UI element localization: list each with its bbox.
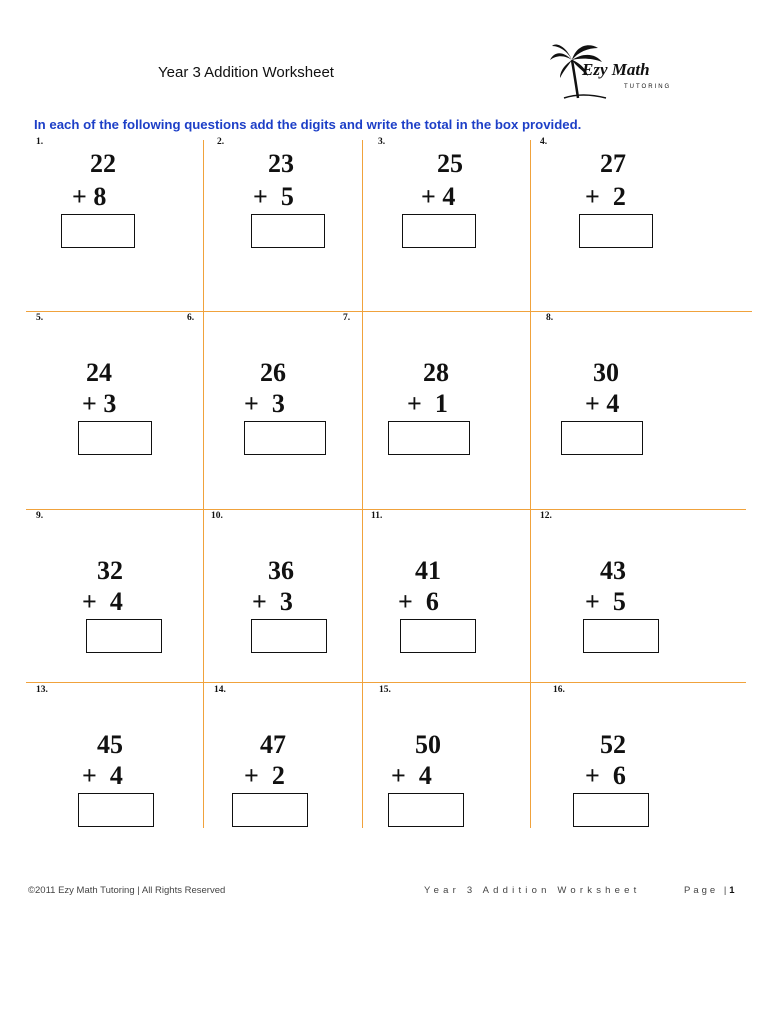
answer-box[interactable]: [561, 421, 643, 455]
question-addend-bottom: + 1: [407, 389, 448, 418]
answer-box[interactable]: [244, 421, 326, 455]
question-number: 15.: [379, 685, 391, 695]
question-addend-bottom: + 5: [585, 587, 626, 616]
question-addend-top: 26: [260, 358, 286, 387]
answer-box[interactable]: [251, 619, 327, 653]
logo-text: Ezy Math: [582, 60, 650, 79]
question-number: 8.: [546, 313, 554, 323]
question-addend-top: 36: [268, 556, 294, 585]
question-number: 6.: [187, 313, 195, 323]
footer-page-label: Page |: [684, 885, 730, 896]
answer-box[interactable]: [251, 214, 325, 248]
question-addend-bottom: + 3: [82, 389, 117, 418]
footer-doc-title: Year 3 Addition Worksheet: [424, 885, 641, 896]
grid-divider: [26, 682, 746, 683]
question-addend-top: 27: [600, 149, 626, 178]
answer-box[interactable]: [583, 619, 659, 653]
question-addend-bottom: + 4: [82, 587, 123, 616]
question-number: 3.: [378, 137, 386, 147]
ezy-math-logo: [548, 40, 678, 102]
question-addend-bottom: + 2: [585, 182, 626, 211]
grid-divider: [203, 140, 204, 828]
question-addend-top: 47: [260, 730, 286, 759]
footer-page: [684, 885, 738, 896]
question-number: 14.: [214, 685, 226, 695]
answer-box[interactable]: [388, 793, 464, 827]
question-addend-top: 45: [97, 730, 123, 759]
grid-divider: [26, 311, 752, 312]
question-number: 16.: [553, 685, 565, 695]
question-addend-bottom: + 4: [391, 761, 432, 790]
answer-box[interactable]: [232, 793, 308, 827]
question-addend-bottom: + 4: [82, 761, 123, 790]
question-number: 10.: [211, 511, 223, 521]
question-number: 2.: [217, 137, 225, 147]
footer-page-number: 1: [729, 885, 738, 896]
question-addend-top: 41: [415, 556, 441, 585]
question-addend-bottom: + 6: [585, 761, 626, 790]
question-addend-top: 22: [90, 149, 116, 178]
answer-box[interactable]: [61, 214, 135, 248]
grid-divider: [362, 140, 363, 828]
answer-box[interactable]: [573, 793, 649, 827]
question-number: 13.: [36, 685, 48, 695]
question-addend-top: 52: [600, 730, 626, 759]
answer-box[interactable]: [78, 421, 152, 455]
question-addend-top: 30: [593, 358, 619, 387]
answer-box[interactable]: [579, 214, 653, 248]
question-addend-bottom: + 3: [252, 587, 293, 616]
grid-divider: [26, 509, 746, 510]
question-addend-top: 25: [437, 149, 463, 178]
question-addend-top: 24: [86, 358, 112, 387]
question-addend-bottom: + 3: [244, 389, 285, 418]
question-number: 9.: [36, 511, 44, 521]
question-number: 12.: [540, 511, 552, 521]
answer-box[interactable]: [86, 619, 162, 653]
question-addend-bottom: + 8: [72, 182, 107, 211]
question-addend-top: 50: [415, 730, 441, 759]
footer-copyright: ©2011 Ezy Math Tutoring | All Rights Reserved: [28, 885, 226, 896]
question-number: 7.: [343, 313, 351, 323]
worksheet-title: Year 3 Addition Worksheet: [158, 64, 334, 81]
question-number: 5.: [36, 313, 44, 323]
question-addend-bottom: + 5: [253, 182, 294, 211]
question-addend-top: 28: [423, 358, 449, 387]
answer-box[interactable]: [400, 619, 476, 653]
logo-subtext: TUTORING: [624, 84, 672, 90]
grid-divider: [530, 140, 531, 828]
question-addend-top: 32: [97, 556, 123, 585]
answer-box[interactable]: [78, 793, 154, 827]
instructions: In each of the following questions add the digits and write the total in the box provided.: [34, 117, 582, 132]
question-addend-bottom: + 4: [585, 389, 620, 418]
question-number: 4.: [540, 137, 548, 147]
question-addend-bottom: + 4: [421, 182, 456, 211]
question-addend-bottom: + 2: [244, 761, 285, 790]
answer-box[interactable]: [402, 214, 476, 248]
question-addend-bottom: + 6: [398, 587, 439, 616]
question-addend-top: 43: [600, 556, 626, 585]
question-number: 1.: [36, 137, 44, 147]
answer-box[interactable]: [388, 421, 470, 455]
question-number: 11.: [371, 511, 383, 521]
question-addend-top: 23: [268, 149, 294, 178]
